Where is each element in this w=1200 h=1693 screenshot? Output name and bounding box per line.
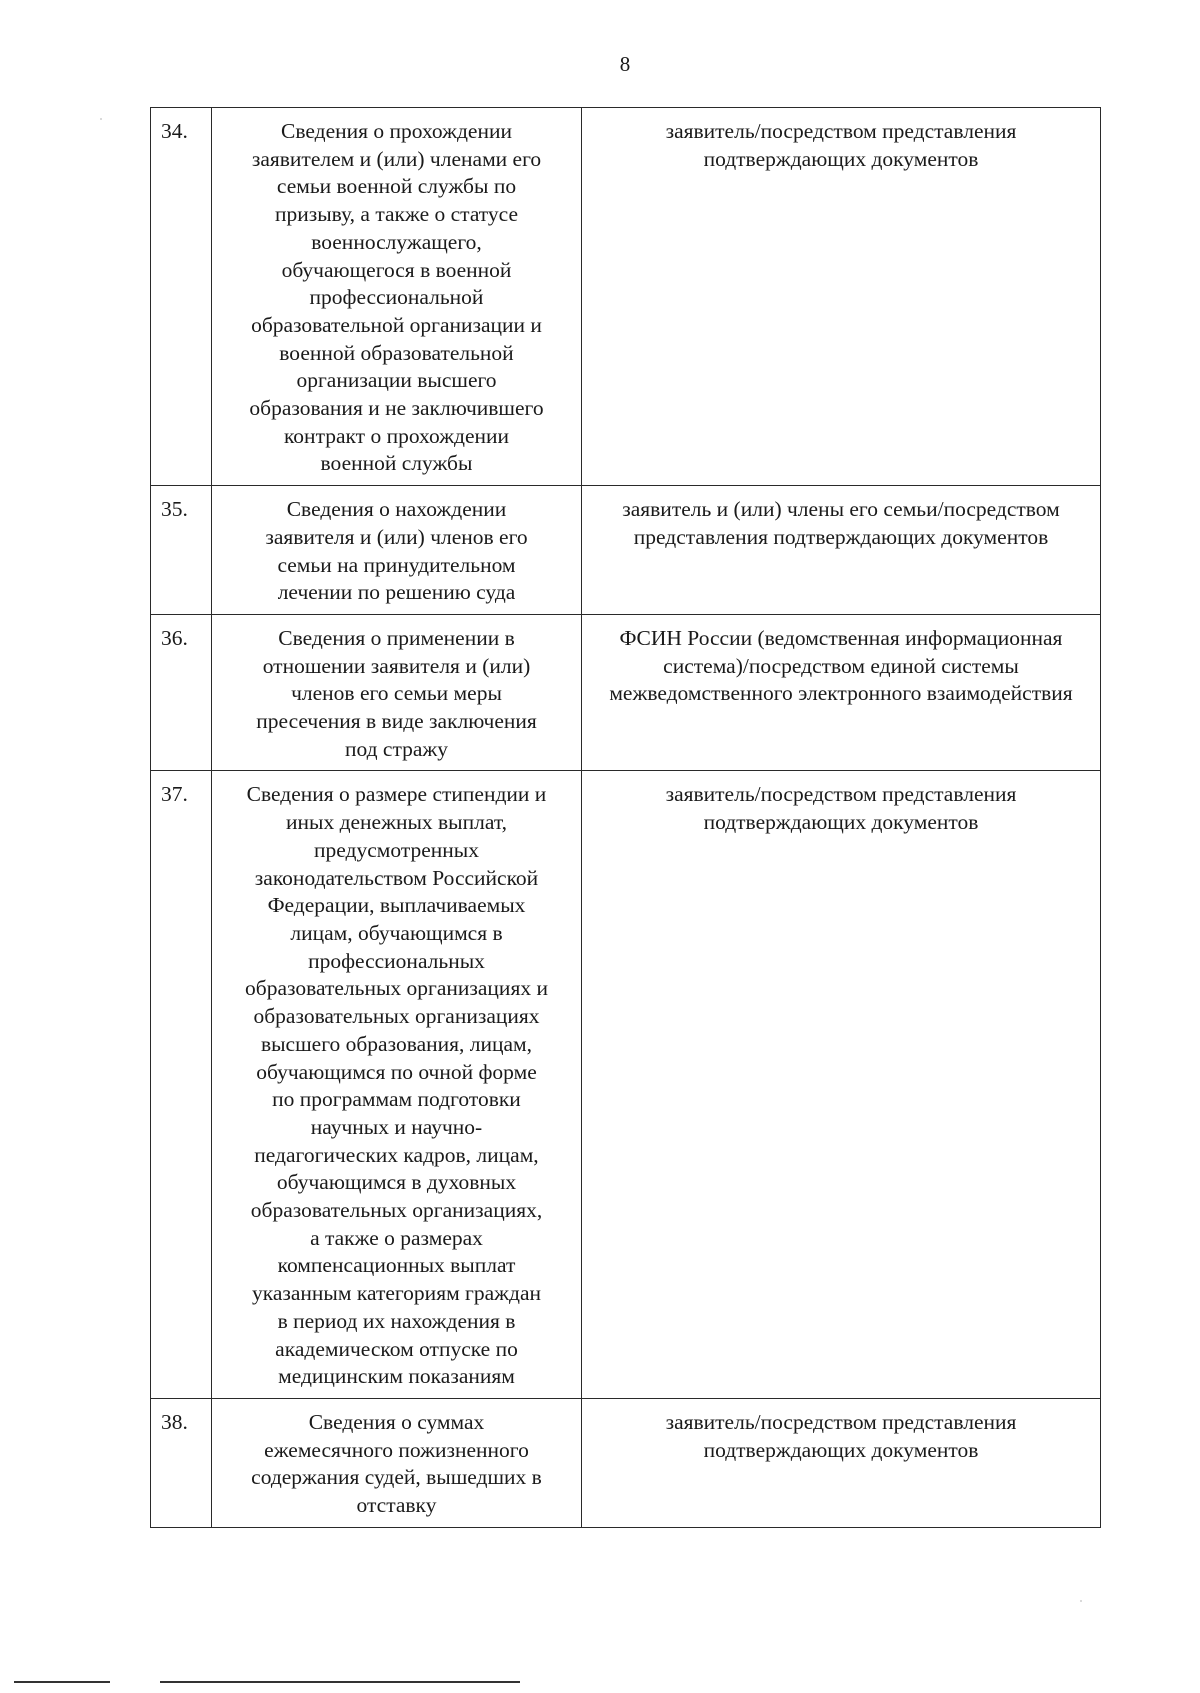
info-description-line: военнослужащего, (311, 229, 482, 254)
row-number: 36. (151, 614, 212, 771)
table-row (151, 771, 1101, 1398)
info-source-line: ФСИН России (ведомственная информационная (619, 625, 1063, 650)
info-description-line: лицам, обучающимся в (290, 920, 503, 945)
document-table-body (151, 108, 1101, 1528)
info-source-line: межведомственного электронного взаимодействия (609, 681, 1073, 706)
info-description-line: академическом отпуске по (275, 1336, 518, 1361)
info-source-cell (582, 1398, 1101, 1527)
page-number: 8 (619, 52, 631, 76)
info-description-line: законодательством Российской (254, 865, 539, 890)
info-description-line: военной службы (320, 451, 473, 476)
info-description-line: под стражу (344, 736, 449, 761)
scan-speck (1080, 1600, 1082, 1602)
table-row (151, 486, 1101, 615)
info-description-line: обучающегося в военной (281, 257, 512, 282)
info-source-cell (582, 771, 1101, 1398)
info-description-line: профессиональной (309, 285, 484, 310)
info-source-line: заявитель/посредством представления (665, 1409, 1017, 1434)
row-number: 38. (151, 1398, 212, 1527)
info-description-line: научных и научно- (310, 1114, 483, 1139)
info-description-line: Сведения о прохождении (281, 119, 512, 143)
row-number: 35. (151, 486, 212, 615)
info-description-cell (212, 614, 582, 771)
footer-rule-left (14, 1681, 110, 1683)
info-description-line: содержания судей, вышедших в (251, 1465, 542, 1490)
info-description-line: образовательных организациях (253, 1004, 540, 1029)
info-description-cell (212, 771, 582, 1398)
row-number: 37. (151, 771, 212, 1398)
info-description-line: указанным категориям граждан (251, 1281, 542, 1306)
info-description-line: семьи на принудительном (277, 552, 516, 577)
info-description-line: контракт о прохождении (283, 423, 510, 448)
info-description-line: заявителя и (или) членов его (265, 524, 528, 549)
info-description-line: иных денежных выплат, (285, 810, 507, 835)
info-description-cell (212, 108, 582, 486)
info-description-line: высшего образования, лицам, (260, 1031, 533, 1056)
info-description-line: Сведения о нахождении (286, 497, 507, 522)
info-source-line: представления подтверждающих документов (633, 524, 1049, 549)
info-description-line: обучающимся в духовных (276, 1170, 517, 1195)
info-description-line: образования и не заключившего (249, 396, 544, 421)
info-description-line: Федерации, выплачиваемых (267, 893, 526, 918)
info-description-line: военной образовательной (279, 340, 514, 365)
info-description-line: в период их нахождения в (277, 1308, 516, 1333)
table-row (151, 614, 1101, 771)
info-description-line: членов его семьи меры (291, 681, 502, 706)
info-source-cell (582, 614, 1101, 771)
info-description-line: ежемесячного пожизненного (264, 1437, 529, 1462)
info-source-cell (582, 486, 1101, 615)
info-source-line: заявитель и (или) члены его семьи/посредством (622, 497, 1060, 522)
info-description-cell (212, 486, 582, 615)
footer-rule-right (160, 1681, 520, 1683)
info-description-line: обучающимся по очной форме (256, 1059, 537, 1084)
info-description-line: а также о размерах (310, 1225, 483, 1250)
info-source-line: подтверждающих документов (703, 146, 979, 171)
info-description-line: по программам подготовки (272, 1087, 521, 1112)
info-description-line: профессиональных (308, 948, 485, 973)
info-description-line: образовательных организациях, (250, 1198, 543, 1223)
row-number: 34. (151, 108, 212, 486)
info-description-line: призыву, а также о статусе (274, 202, 519, 227)
info-description-line: образовательных организациях и (245, 976, 548, 1001)
info-description-line: пресечения в виде заключения (256, 709, 537, 734)
info-source-line: заявитель/посредством представления (665, 782, 1017, 807)
scan-speck (100, 118, 102, 120)
info-description-line: отставку (356, 1493, 437, 1518)
info-description-line: семьи военной службы по (276, 174, 517, 199)
info-description-line: предусмотренных (314, 837, 479, 862)
info-description-line: отношении заявителя и (или) (262, 653, 531, 678)
info-description-line: образовательной организации и (251, 312, 542, 337)
info-source-line: подтверждающих документов (703, 810, 979, 835)
info-source-line: заявитель/посредством представления (665, 119, 1017, 143)
info-description-line: компенсационных выплат (277, 1253, 516, 1278)
info-description-line: медицинским показаниям (278, 1364, 515, 1389)
info-source-cell (582, 108, 1101, 486)
document-table (150, 107, 1101, 1528)
info-description-line: Сведения о суммах (308, 1409, 485, 1434)
info-description-line: Сведения о применении в (278, 625, 515, 650)
info-description-line: лечении по решению суда (277, 580, 516, 605)
info-description-line: Сведения о размере стипендии и (246, 782, 547, 807)
info-description-line: организации высшего (296, 368, 497, 393)
table-row (151, 108, 1101, 486)
info-description-line: педагогических кадров, лицам, (254, 1142, 539, 1167)
info-description-line: заявителем и (или) членами его (251, 146, 542, 171)
info-description-cell (212, 1398, 582, 1527)
info-source-line: система)/посредством единой системы (663, 653, 1019, 678)
table-row (151, 1398, 1101, 1527)
info-source-line: подтверждающих документов (703, 1437, 979, 1462)
